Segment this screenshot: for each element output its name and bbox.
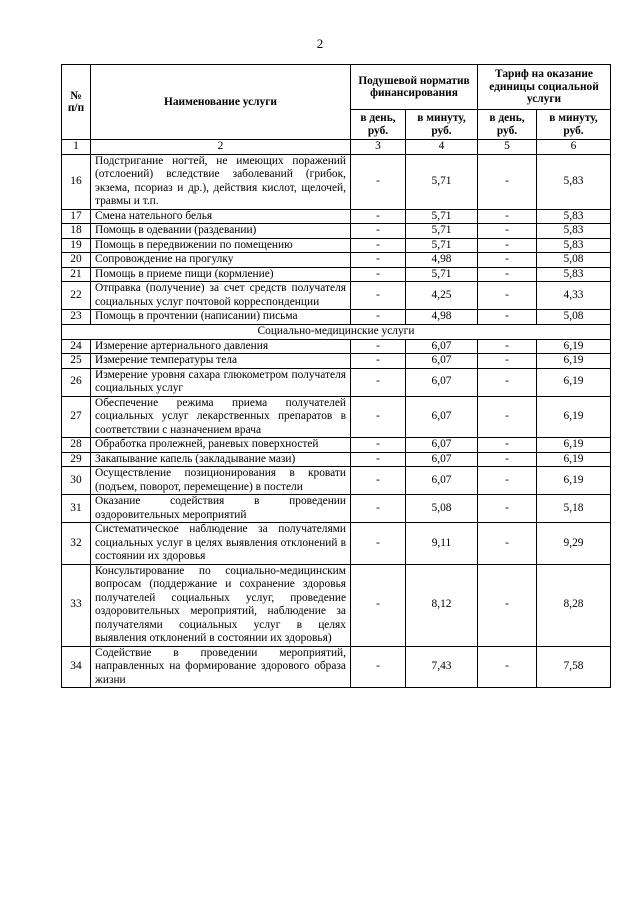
row-number: 24 [62, 339, 91, 354]
table-row [62, 339, 611, 354]
tariff-per-day: - [478, 452, 537, 467]
tariff-per-minute: 8,28 [537, 564, 611, 646]
tariff-per-minute: 5,83 [537, 267, 611, 282]
financing-per-day: - [351, 253, 406, 268]
row-number: 19 [62, 238, 91, 253]
financing-per-minute: 8,12 [406, 564, 478, 646]
financing-per-day: - [351, 282, 406, 310]
financing-per-minute: 5,71 [406, 238, 478, 253]
service-name: Содействие в проведении мероприятий, направленных на формирование здорового образа жизни [91, 646, 351, 688]
tariff-per-day: - [478, 354, 537, 369]
row-number: 18 [62, 224, 91, 239]
row-number: 27 [62, 396, 91, 438]
table-row [62, 495, 611, 523]
column-number: 2 [91, 140, 351, 155]
financing-per-day: - [351, 523, 406, 565]
financing-per-day: - [351, 267, 406, 282]
tariff-per-day: - [478, 368, 537, 396]
row-number: 31 [62, 495, 91, 523]
tariff-per-minute: 6,19 [537, 396, 611, 438]
tariff-per-minute: 5,83 [537, 209, 611, 224]
financing-per-minute: 5,71 [406, 224, 478, 239]
row-number: 22 [62, 282, 91, 310]
financing-per-minute: 5,71 [406, 267, 478, 282]
row-number: 20 [62, 253, 91, 268]
row-number: 23 [62, 310, 91, 325]
tariff-per-day: - [478, 224, 537, 239]
service-name: Систематическое наблюдение за получателями социальных услуг в целях выявления отклонений в состоянии их здоровья [91, 523, 351, 565]
table-row [62, 253, 611, 268]
tariff-per-day: - [478, 282, 537, 310]
row-number: 33 [62, 564, 91, 646]
header-tariff: Тариф на оказание единицы социальной услуги [478, 65, 611, 110]
service-name: Закапывание капель (закладывание мази) [91, 452, 351, 467]
financing-per-minute: 5,71 [406, 209, 478, 224]
financing-per-minute: 5,71 [406, 154, 478, 209]
table-row [62, 564, 611, 646]
table-row [62, 224, 611, 239]
financing-per-minute: 4,98 [406, 310, 478, 325]
financing-per-day: - [351, 646, 406, 688]
tariff-per-day: - [478, 310, 537, 325]
service-name: Подстригание ногтей, не имеющих поражений (отслоений) вследствие заболеваний (грибок, экзема, псориаз и др.), действия кислот, щелочей, травмы и т.п. [91, 154, 351, 209]
row-number: 25 [62, 354, 91, 369]
financing-per-minute: 4,98 [406, 253, 478, 268]
table-row [62, 523, 611, 565]
financing-per-day: - [351, 495, 406, 523]
financing-per-minute: 6,07 [406, 438, 478, 453]
table-row [62, 238, 611, 253]
tariff-per-day: - [478, 396, 537, 438]
service-name: Измерение уровня сахара глюкометром получателя социальных услуг [91, 368, 351, 396]
financing-per-day: - [351, 438, 406, 453]
service-name: Обработка пролежней, раневых поверхностей [91, 438, 351, 453]
tariff-per-day: - [478, 267, 537, 282]
tariff-per-day: - [478, 438, 537, 453]
financing-per-minute: 6,07 [406, 368, 478, 396]
tariff-per-day: - [478, 339, 537, 354]
service-name: Отправка (получение) за счет средств получателя социальных услуг почтовой корреспонденции [91, 282, 351, 310]
tariff-per-day: - [478, 238, 537, 253]
column-number: 5 [478, 140, 537, 155]
tariff-per-minute: 5,08 [537, 310, 611, 325]
header-per-minute: в минуту, руб. [406, 110, 478, 140]
table-row [62, 368, 611, 396]
tariff-per-minute: 5,08 [537, 253, 611, 268]
service-name: Помощь в приеме пищи (кормление) [91, 267, 351, 282]
header-name: Наименование услуги [91, 65, 351, 140]
tariff-per-minute: 6,19 [537, 339, 611, 354]
table-row [62, 154, 611, 209]
service-name: Консультирование по социально-медицинским вопросам (поддержание и сохранение здоровья получателей социальных услуг, проведение оздоровительных мероприятий, наблюдение за получателями социальных услуг в целях выявления отклонений в состоянии их здоровья) [91, 564, 351, 646]
tariff-per-minute: 6,19 [537, 467, 611, 495]
header-per-day: в день, руб. [351, 110, 406, 140]
financing-per-minute: 4,25 [406, 282, 478, 310]
row-number: 21 [62, 267, 91, 282]
column-number: 6 [537, 140, 611, 155]
service-name: Помощь в одевании (раздевании) [91, 224, 351, 239]
services-tariff-table [61, 64, 611, 688]
header-per-minute: в минуту, руб. [537, 110, 611, 140]
financing-per-minute: 6,07 [406, 452, 478, 467]
tariff-per-minute: 4,33 [537, 282, 611, 310]
financing-per-day: - [351, 564, 406, 646]
financing-per-minute: 5,08 [406, 495, 478, 523]
financing-per-day: - [351, 310, 406, 325]
header-per-day: в день, руб. [478, 110, 537, 140]
tariff-per-minute: 5,18 [537, 495, 611, 523]
financing-per-day: - [351, 354, 406, 369]
table-row [62, 209, 611, 224]
financing-per-minute: 6,07 [406, 339, 478, 354]
tariff-per-day: - [478, 467, 537, 495]
table-row [62, 310, 611, 325]
service-name: Помощь в прочтении (написании) письма [91, 310, 351, 325]
financing-per-day: - [351, 339, 406, 354]
financing-per-day: - [351, 467, 406, 495]
tariff-per-minute: 5,83 [537, 154, 611, 209]
table-row [62, 646, 611, 688]
tariff-per-day: - [478, 646, 537, 688]
tariff-per-day: - [478, 253, 537, 268]
page-number: 2 [316, 36, 324, 51]
financing-per-day: - [351, 368, 406, 396]
table-row [62, 452, 611, 467]
tariff-per-minute: 9,29 [537, 523, 611, 565]
section-heading: Социально-медицинские услуги [62, 324, 611, 339]
tariff-per-minute: 6,19 [537, 354, 611, 369]
financing-per-day: - [351, 209, 406, 224]
row-number: 26 [62, 368, 91, 396]
row-number: 30 [62, 467, 91, 495]
tariff-per-day: - [478, 154, 537, 209]
column-number: 1 [62, 140, 91, 155]
service-name: Осуществление позиционирования в кровати (подъем, поворот, перемещение) в постели [91, 467, 351, 495]
financing-per-minute: 7,43 [406, 646, 478, 688]
row-number: 17 [62, 209, 91, 224]
row-number: 29 [62, 452, 91, 467]
service-name: Помощь в передвижении по помещению [91, 238, 351, 253]
service-name: Сопровождение на прогулку [91, 253, 351, 268]
financing-per-minute: 6,07 [406, 467, 478, 495]
column-number: 3 [351, 140, 406, 155]
tariff-per-minute: 7,58 [537, 646, 611, 688]
tariff-per-minute: 6,19 [537, 368, 611, 396]
table-row [62, 282, 611, 310]
financing-per-minute: 6,07 [406, 354, 478, 369]
tariff-per-minute: 6,19 [537, 452, 611, 467]
financing-per-day: - [351, 154, 406, 209]
header-financing-norm: Подушевой норматив финансирования [351, 65, 478, 110]
financing-per-minute: 9,11 [406, 523, 478, 565]
tariff-per-minute: 5,83 [537, 224, 611, 239]
header-num: № п/п [62, 65, 91, 140]
table-row [62, 438, 611, 453]
row-number: 16 [62, 154, 91, 209]
service-name: Измерение артериального давления [91, 339, 351, 354]
tariff-per-day: - [478, 209, 537, 224]
financing-per-minute: 6,07 [406, 396, 478, 438]
row-number: 32 [62, 523, 91, 565]
row-number: 28 [62, 438, 91, 453]
tariff-per-day: - [478, 495, 537, 523]
financing-per-day: - [351, 224, 406, 239]
tariff-per-day: - [478, 564, 537, 646]
table-row [62, 467, 611, 495]
service-name: Оказание содействия в проведении оздоровительных мероприятий [91, 495, 351, 523]
service-name: Обеспечение режима приема получателей социальных услуг лекарственных препаратов в соответствии с назначением врача [91, 396, 351, 438]
table-row [62, 267, 611, 282]
financing-per-day: - [351, 396, 406, 438]
table-row [62, 354, 611, 369]
service-name: Измерение температуры тела [91, 354, 351, 369]
tariff-per-minute: 5,83 [537, 238, 611, 253]
financing-per-day: - [351, 452, 406, 467]
column-number: 4 [406, 140, 478, 155]
tariff-per-minute: 6,19 [537, 438, 611, 453]
table-row [62, 396, 611, 438]
service-name: Смена нательного белья [91, 209, 351, 224]
row-number: 34 [62, 646, 91, 688]
tariff-per-day: - [478, 523, 537, 565]
financing-per-day: - [351, 238, 406, 253]
